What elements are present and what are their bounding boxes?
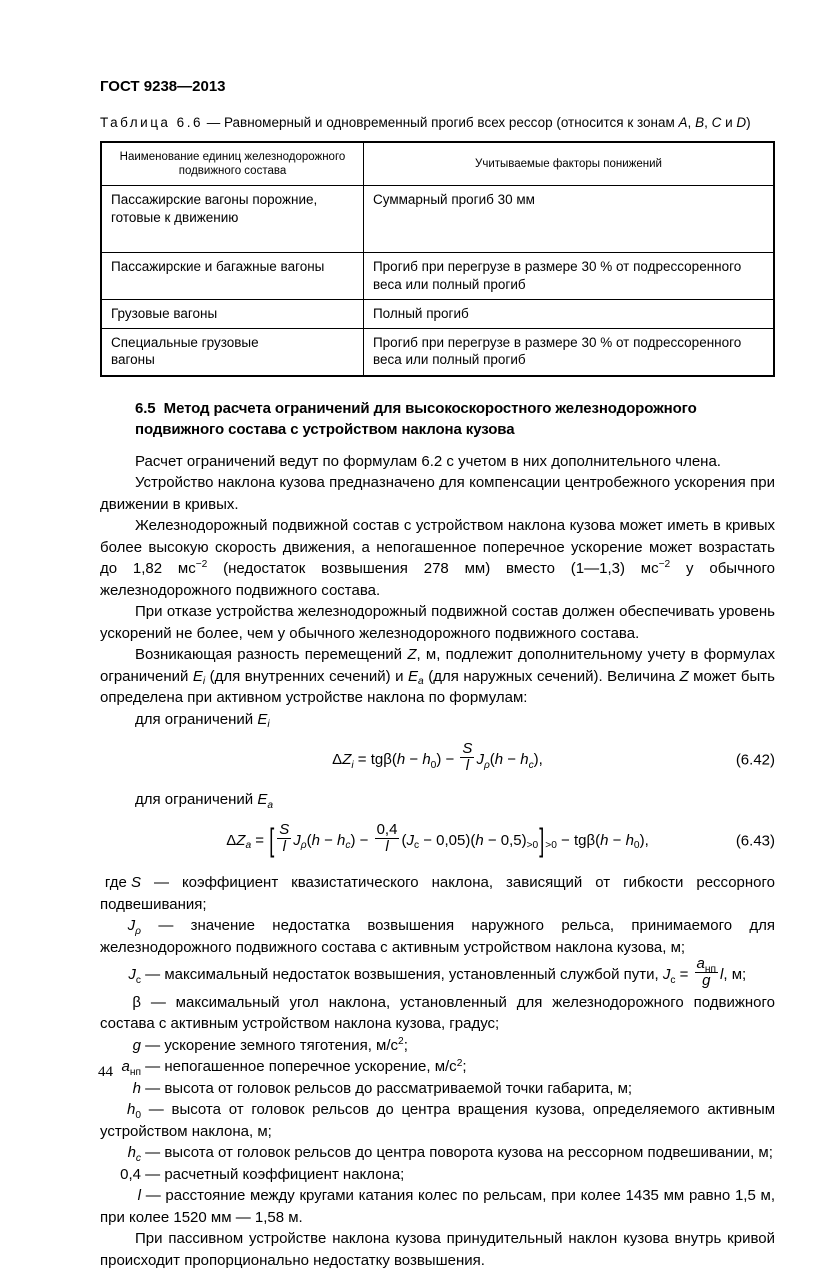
definition-item: [100, 955, 775, 991]
definition-term: $a_{нп}$: [121, 1058, 141, 1078]
column-header-factors: Учитываемые факторы понижений: [363, 142, 774, 186]
definition-text: — непогашенное поперечное ускорение, $м/с^2$;: [145, 1057, 467, 1076]
page-number: 44: [98, 1064, 113, 1080]
formula-intro: для ограничений $E_i$: [135, 710, 270, 731]
definition-text: — расчетный коэффициент наклона;: [145, 1165, 405, 1183]
definition-item: [100, 1078, 775, 1100]
body-paragraph: Расчет ограничений ведут по формулам 6.2 с учетом в них дополнительного члена.: [135, 452, 721, 470]
table-caption-number: Таблица 6.6: [100, 114, 203, 130]
definition-item: [100, 1056, 775, 1078]
body-paragraph: Железнодорожный подвижной состав с устройством наклона кузова может иметь в кривых более высокую скорость движения, а непогашенное поперечное ускорение может возрастать до 1,82 $мс^{-2}$ (недостаток возвышения 278 мм) вместо (1—1,3) $мс^{-2}$ у обычного железнодорожного подвижного состава.: [100, 517, 775, 599]
cell-reduction-factors: Полный прогиб: [363, 300, 774, 329]
definition-item: [100, 1142, 775, 1164]
definition-text: — высота от головок рельсов до центра вращения кузова, определяемого активным устройством наклона, м;: [100, 1101, 776, 1140]
column-header-rolling-stock: Наименование единиц железнодорожного подвижного состава: [101, 142, 363, 186]
definition-term: l: [137, 1187, 141, 1205]
body-paragraph: При отказе устройства железнодорожный подвижной состав должен обеспечивать уровень ускорений не более, чем у обычного железнодорожного подвижного состава.: [100, 603, 775, 642]
definition-text: — максимальный недостаток возвышения, установленный службой пути, $J_c$ = $\frac{a_{нп}}{g}$ l, м;: [145, 955, 747, 990]
definition-item: [100, 915, 775, 958]
formula-number: (6.43): [735, 831, 775, 849]
body-paragraph: Устройство наклона кузова предназначено для компенсации центробежного ускорения при движении в кривых.: [100, 474, 775, 513]
body-paragraph: Возникающая разность перемещений Z, м, подлежит дополнительному учету в формулах ограничений $E_i$ (для внутренних сечений) и $E_a$ (для наружных сечений). Величина Z может быть определена при активном устройстве наклона по формулам:: [100, 646, 775, 706]
formula-6-42: [100, 730, 775, 789]
table-row: [101, 186, 774, 253]
definition-term: $J_c$: [128, 965, 141, 986]
definition-term: $h_0$: [126, 1101, 141, 1121]
cell-rolling-stock-unit: Грузовые вагоны: [101, 300, 363, 329]
definition-term: где S: [104, 874, 141, 892]
definition-term: g: [132, 1036, 141, 1054]
formula-expression: $\Delta Z_a$ = [ $\frac{S}{l}$ $J_\rho(h - h_c)$ − $\frac{0,4}{l}$ $(J_c - 0,05)(h - 0,5)_{>0}]_{>0} - tg\beta(h - h_0)$,: [226, 820, 649, 858]
definition-text: — значение недостатка возвышения наружного рельса, принимаемого для железнодорожного подвижного состава с активным устройством наклона кузова, м;: [100, 917, 775, 956]
definition-term: 0,4: [120, 1165, 141, 1183]
formula-expression: $\Delta Z_i = tg\beta(h - h_0)$ − $\frac{S}{l}$ $J_\rho(h - h_c)$,: [332, 740, 543, 775]
definition-item: [100, 1164, 775, 1186]
formula-6-43: [100, 811, 775, 870]
definition-item: [100, 1099, 775, 1142]
table-row: [101, 300, 774, 329]
document-code: ГОСТ 9238—2013: [100, 78, 226, 95]
definition-item: [100, 872, 775, 915]
table-header-row: [101, 142, 774, 186]
table-caption: [100, 112, 775, 134]
definition-term: β: [132, 993, 141, 1011]
definition-text: — максимальный угол наклона, установленный для железнодорожного подвижного состава с активным устройством наклона кузова, градус;: [100, 993, 775, 1033]
cell-reduction-factors: Прогиб при перегрузе в размере 30 % от подрессоренного веса или полный прогиб: [363, 328, 774, 376]
section-6-5-heading: 6.5 Метод расчета ограничений для высокоскоростного железнодорожного подвижного состава с устройством наклона кузова: [135, 399, 697, 438]
definition-item: [100, 1185, 775, 1228]
definition-term: h: [132, 1079, 141, 1097]
definition-term: $h_c$: [127, 1144, 141, 1164]
cell-rolling-stock-unit: Специальные грузовые вагоны: [101, 328, 363, 376]
deflection-table: [100, 141, 775, 377]
formula-intro: для ограничений $E_a$: [135, 791, 274, 812]
definition-text: — высота от головок рельсов до центра поворота кузова на рессорном подвешивании, м;: [145, 1144, 773, 1162]
table-row: [101, 253, 774, 300]
definition-term: $J_\rho$: [127, 917, 141, 938]
definition-text: — коэффициент квазистатического наклона, зависящий от гибкости рессорного подвешивания;: [100, 874, 775, 913]
cell-rolling-stock-unit: Пассажирские и багажные вагоны: [101, 253, 363, 300]
definition-text: — расстояние между кругами катания колес по рельсам, при колее 1435 мм равно 1,5 м, при колее 1520 мм — 1,58 м.: [100, 1187, 775, 1226]
cell-reduction-factors: Прогиб при перегрузе в размере 30 % от подрессоренного веса или полный прогиб: [363, 253, 774, 300]
cell-reduction-factors: Суммарный прогиб 30 мм: [363, 186, 774, 253]
table-row: [101, 328, 774, 376]
formula-number: (6.42): [735, 750, 775, 768]
table-caption-title: — Равномерный и одновременный прогиб всех рессор (относится к зонам A, B, C и D): [206, 114, 751, 130]
symbol-definitions: [100, 872, 775, 1228]
body-paragraph: При пассивном устройстве наклона кузова принудительный наклон кузова внутрь кривой происходит пропорционально недостатку возвышения.: [100, 1230, 775, 1269]
definition-text: — высота от головок рельсов до рассматриваемой точки габарита, м;: [145, 1079, 633, 1097]
definition-text: — ускорение земного тяготения, $м/с^2$;: [145, 1036, 408, 1054]
cell-rolling-stock-unit: Пассажирские вагоны порожние, готовые к движению: [101, 186, 363, 253]
definition-item: [100, 1035, 775, 1057]
definition-item: [100, 992, 775, 1035]
